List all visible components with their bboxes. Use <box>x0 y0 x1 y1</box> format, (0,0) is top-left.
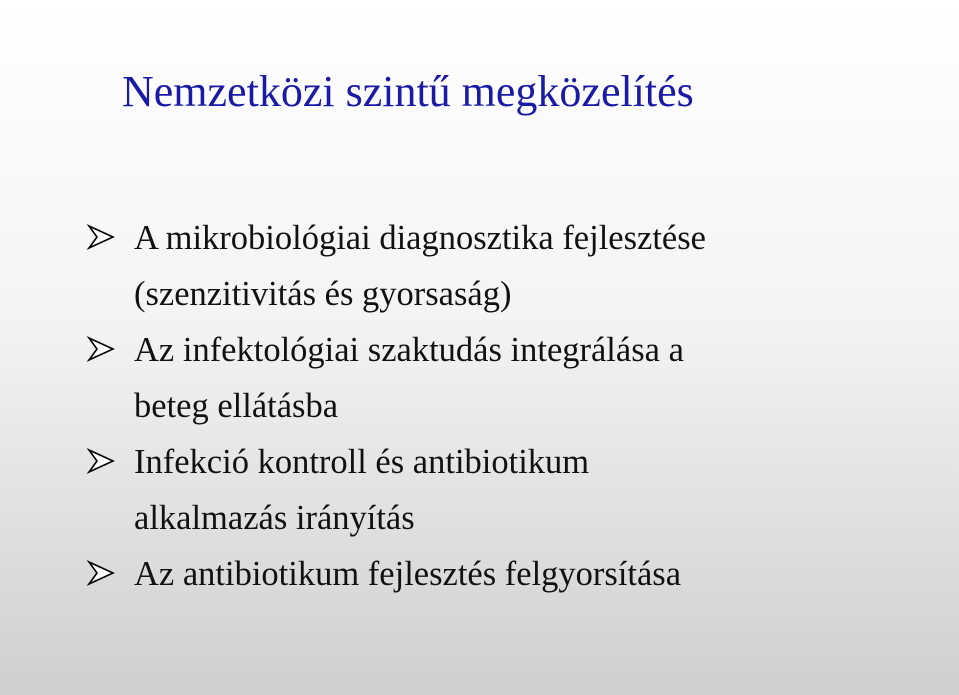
bullet-2-line-1: Az infektológiai szaktudás integrálása a <box>134 331 684 369</box>
bullet-1-line-1: A mikrobiológiai diagnosztika fejlesztése <box>134 219 706 257</box>
bullet-item-1 <box>86 210 926 322</box>
arrowhead-bullet-icon <box>86 446 116 476</box>
bullet-4-line-1: Az antibiotikum fejlesztés felgyorsítása <box>134 555 682 593</box>
slide-title: Nemzetközi szintű megközelítés <box>122 67 694 116</box>
bullet-list <box>86 210 926 602</box>
arrowhead-bullet-icon <box>86 334 116 364</box>
bullet-3-line-1: Infekció kontroll és antibiotikum <box>134 443 590 481</box>
bullet-3-line-2: alkalmazás irányítás <box>134 499 415 537</box>
bullet-item-4 <box>86 546 926 602</box>
bullet-2-line-2: beteg ellátásba <box>134 387 339 425</box>
arrowhead-bullet-icon <box>86 222 116 252</box>
bullet-item-3 <box>86 434 926 546</box>
arrowhead-bullet-icon <box>86 558 116 588</box>
bullet-item-2 <box>86 322 926 434</box>
bullet-1-line-2: (szenzitivitás és gyorsaság) <box>134 275 512 313</box>
